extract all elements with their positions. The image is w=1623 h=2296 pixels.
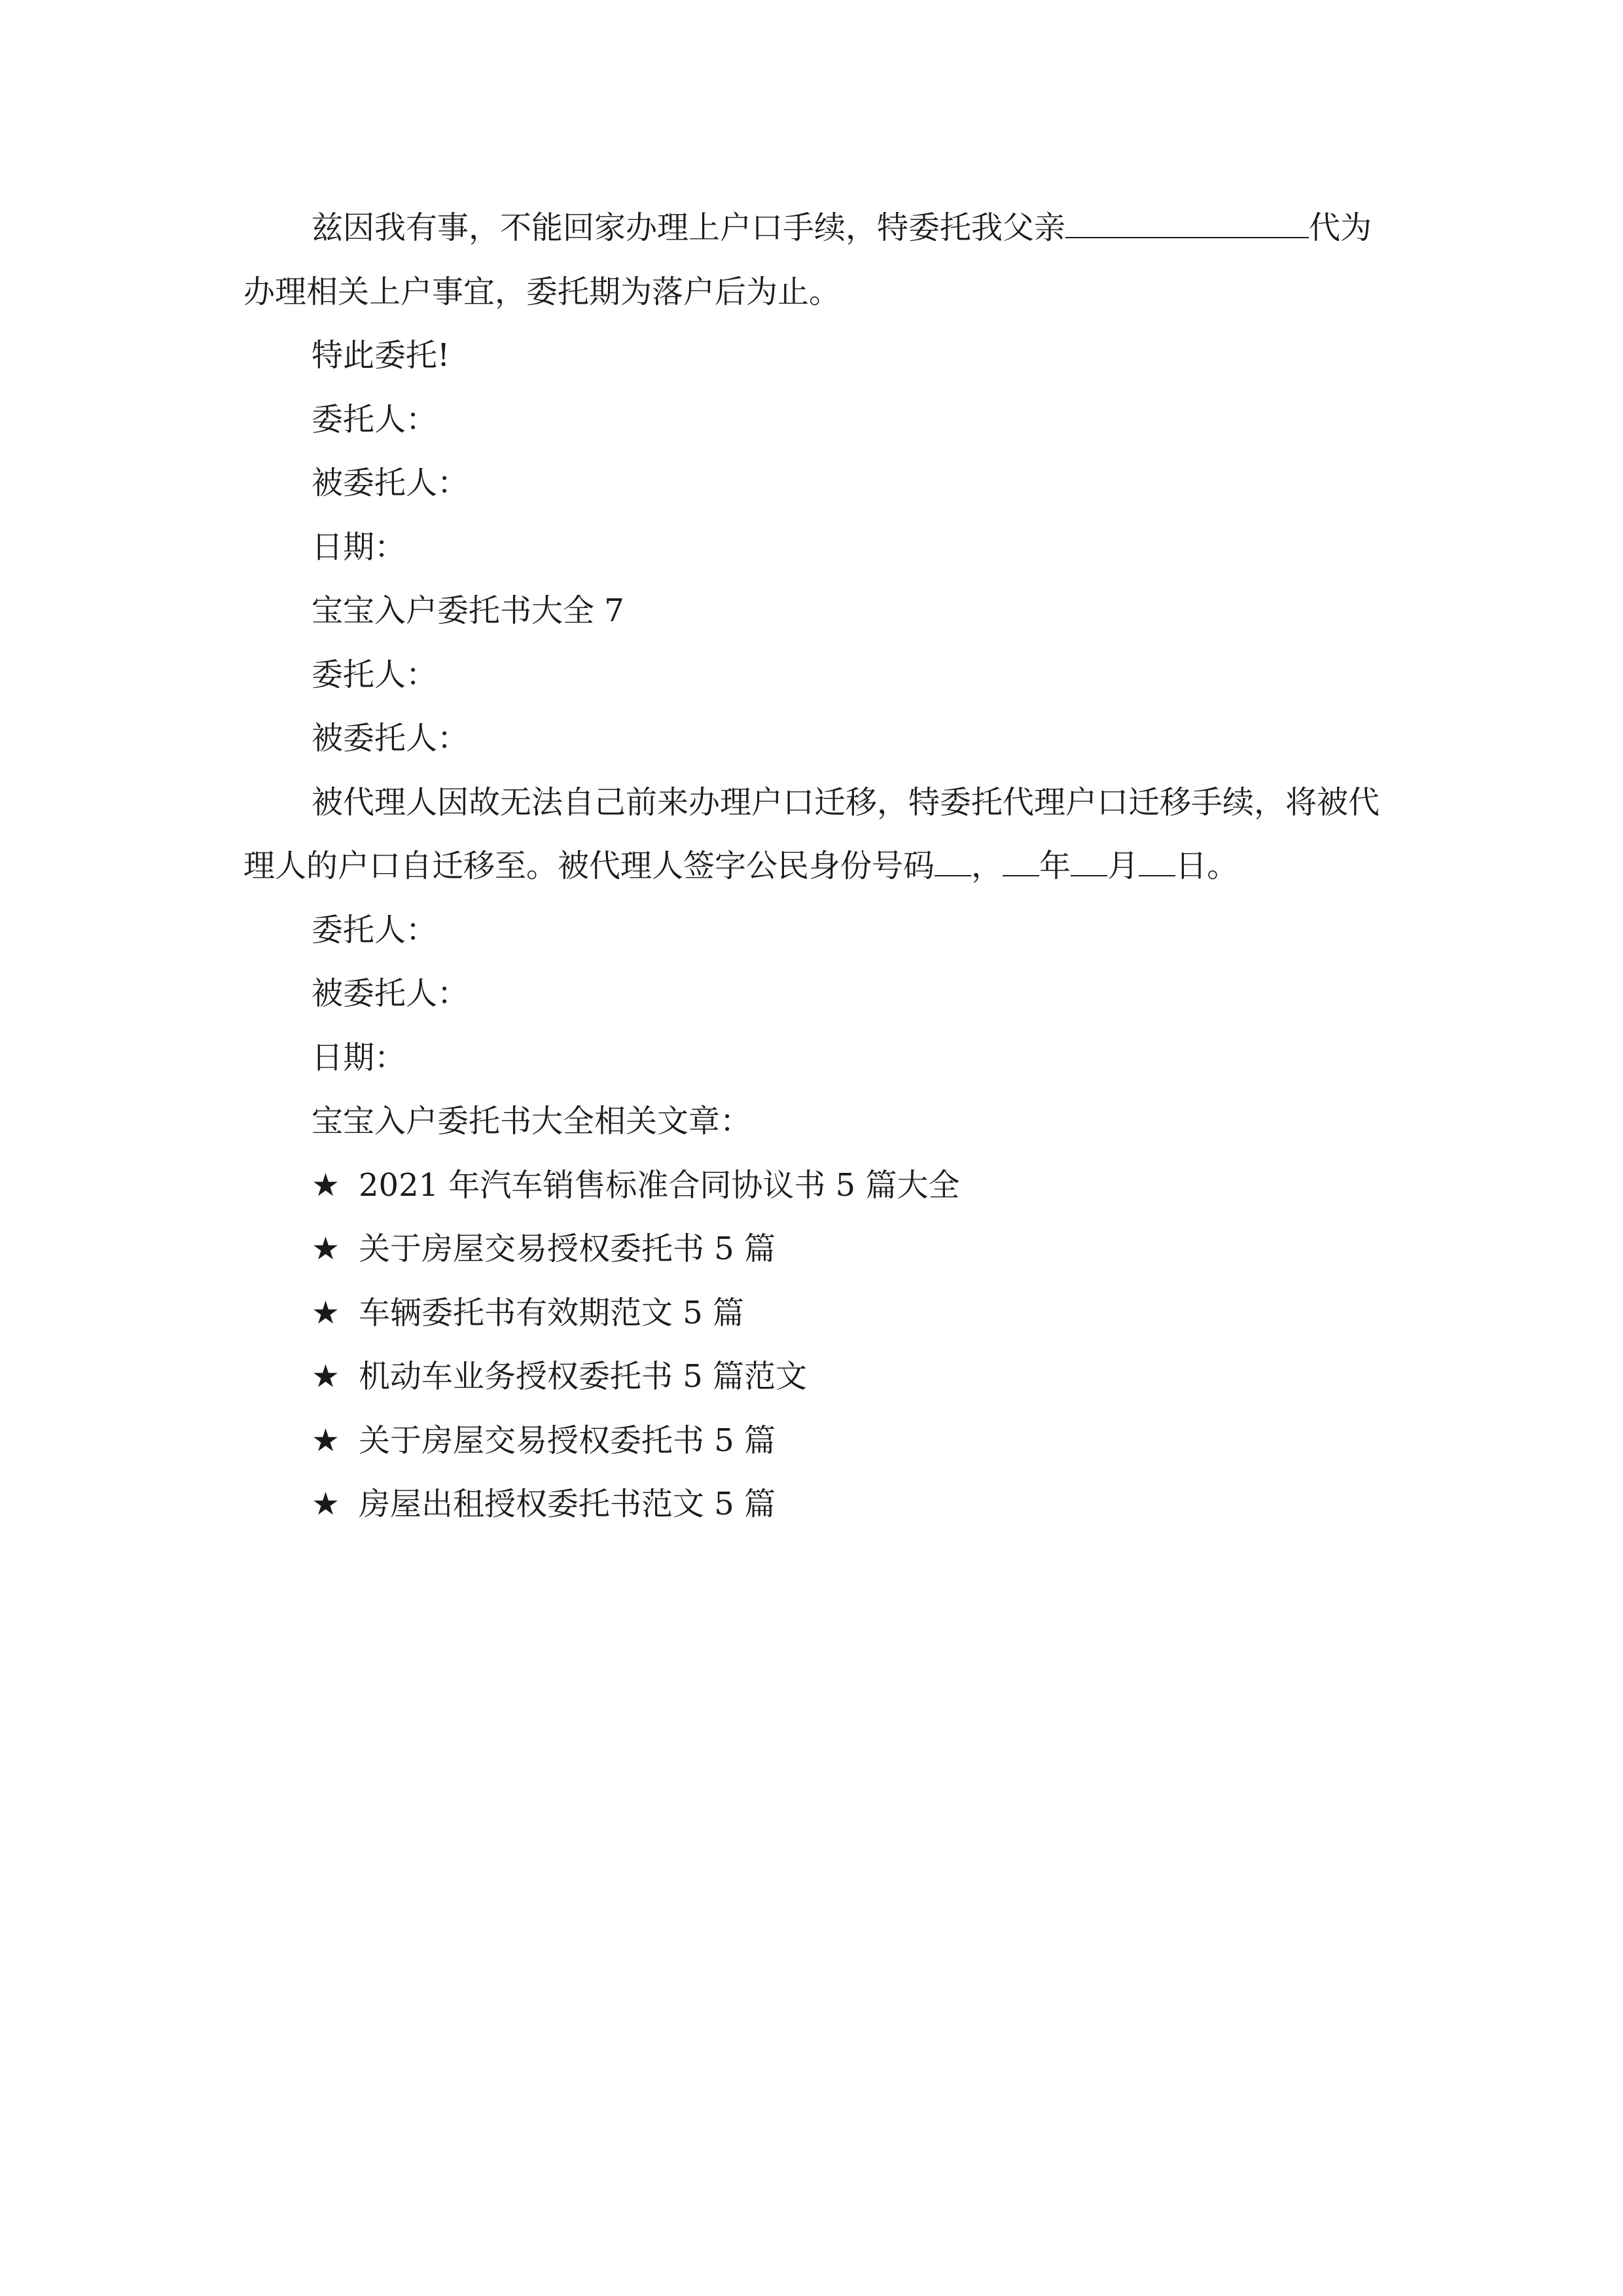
- related-article-title: 关于房屋交易授权委托书 5 篇: [359, 1422, 776, 1459]
- star-icon: ★: [312, 1486, 340, 1522]
- related-article-title: 关于房屋交易授权委托书 5 篇: [359, 1230, 776, 1267]
- star-icon: ★: [312, 1422, 340, 1459]
- related-article-link[interactable]: [243, 1217, 1380, 1282]
- related-article-title: 2021 年汽车销售标准合同协议书 5 篇大全: [359, 1166, 960, 1204]
- date-label: 日期：: [312, 1039, 406, 1076]
- star-icon: ★: [312, 1230, 340, 1267]
- related-article-title: 机动车业务授权委托书 5 篇范文: [359, 1358, 808, 1395]
- year-blank: [1003, 845, 1039, 876]
- related-article-title: 车辆委托书有效期范文 5 篇: [359, 1294, 745, 1331]
- migration-paragraph-part4: 月: [1107, 848, 1139, 884]
- delegation-paragraph-part2: 代为办理相关上户事宜，委托期为落户后为止。: [243, 209, 1372, 310]
- date-label: 日期：: [312, 528, 406, 565]
- star-icon: ★: [312, 1294, 340, 1331]
- delegation-paragraph: [243, 196, 1380, 324]
- migration-paragraph: [243, 771, 1380, 899]
- star-icon: ★: [312, 1358, 340, 1395]
- principal-label: 委托人：: [312, 401, 438, 438]
- related-articles-heading: 宝宝入户委托书大全相关文章：: [312, 1103, 752, 1139]
- day-blank: [1139, 845, 1175, 876]
- migration-paragraph-part1: 被代理人因故无法自己前来办理户口迁移，特委托代理户口迁移手续，将被代理人的户口自迁移至。被代理人签字公民身份号码: [243, 783, 1380, 884]
- closing-line: 特此委托!: [312, 337, 450, 374]
- star-icon: ★: [312, 1166, 340, 1204]
- related-article-link[interactable]: [243, 1154, 1380, 1218]
- agent-name-blank: [1065, 207, 1309, 238]
- related-article-title: 房屋出租授权委托书范文 5 篇: [359, 1486, 776, 1522]
- delegation-paragraph-part1: 兹因我有事，不能回家办理上户口手续，特委托我父亲: [312, 209, 1066, 246]
- migration-paragraph-part2: ，: [971, 848, 1003, 884]
- document-body: [243, 196, 1380, 1537]
- agent-label: 被委托人：: [312, 720, 469, 757]
- related-article-link[interactable]: [243, 1345, 1380, 1409]
- related-article-link[interactable]: [243, 1282, 1380, 1346]
- related-article-link[interactable]: [243, 1409, 1380, 1473]
- agent-label: 被委托人：: [312, 465, 469, 501]
- principal-label: 委托人：: [312, 656, 438, 693]
- related-article-link[interactable]: [243, 1473, 1380, 1537]
- month-blank: [1071, 845, 1107, 876]
- migration-paragraph-part5: 日。: [1175, 848, 1239, 884]
- agent-label: 被委托人：: [312, 975, 469, 1012]
- id-number-blank: [935, 845, 971, 876]
- section-title: 宝宝入户委托书大全 7: [312, 592, 624, 629]
- principal-label: 委托人：: [312, 911, 438, 948]
- migration-paragraph-part3: 年: [1039, 848, 1071, 884]
